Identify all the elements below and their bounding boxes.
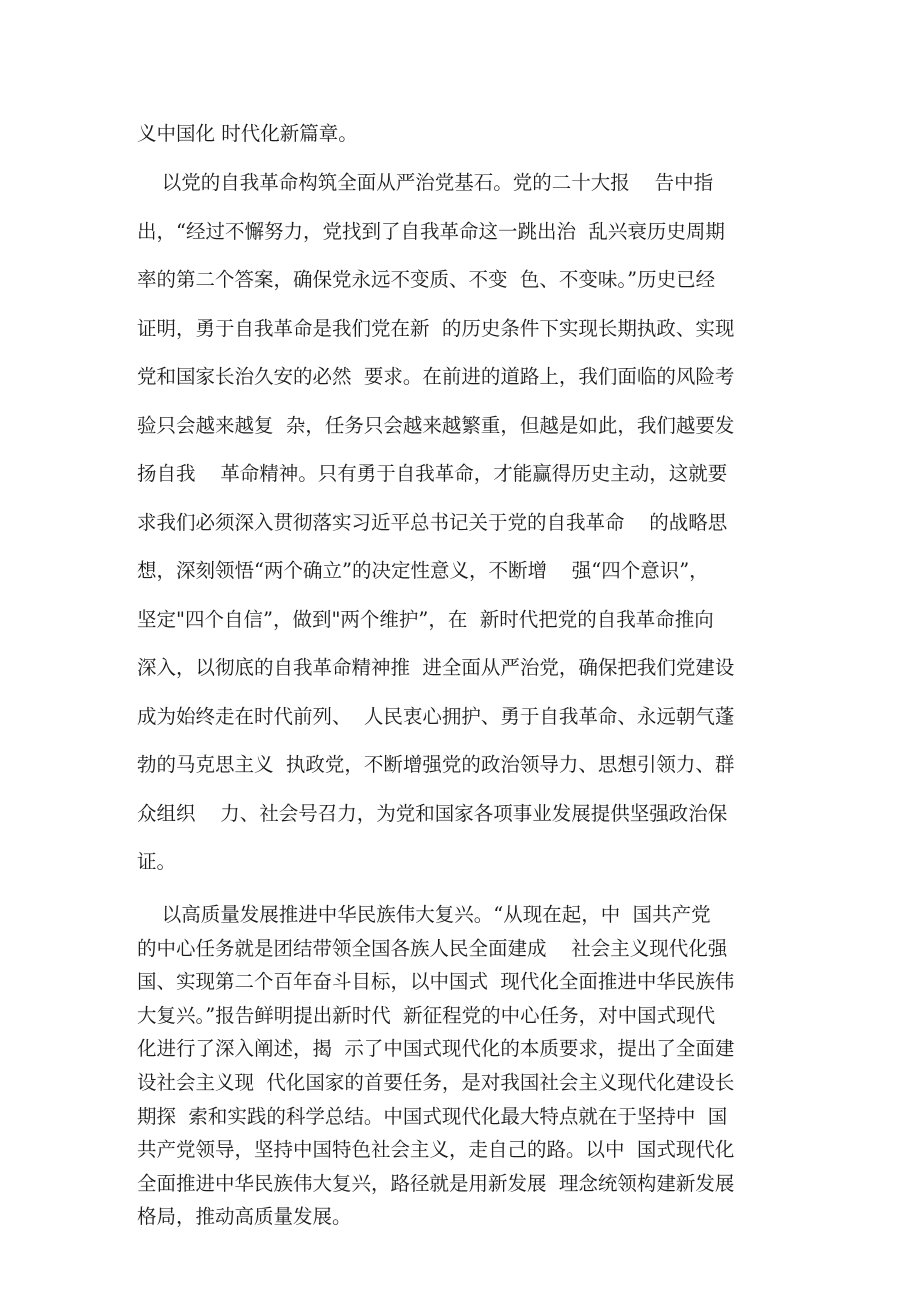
text-line: 化进行了深入阐述，揭 示了中国式现代化的本质要求，提出了全面建 — [137, 1037, 735, 1061]
text-line: 大复兴。”报告鲜明提出新时代 新征程党的中心任务，对中国式现代 — [137, 1003, 716, 1027]
text-line: 率的第二个答案，确保党永远不变质、不变 色、不变味。”历史已经 — [137, 268, 716, 291]
text-line: 的中心任务就是团结带领全国各族人民全面建成 社会主义现代化强 — [137, 936, 728, 960]
text-line: 共产党领导，坚持中国特色社会主义，走自己的路。以中 国式现代化 — [137, 1138, 735, 1162]
text-line: 证。 — [137, 850, 177, 873]
text-line: 扬自我 革命精神。只有勇于自我革命，才能赢得历史主动，这就要 — [137, 462, 728, 485]
text-line: 成为始终走在时代前列、 人民衷心拥护、勇于自我革命、永远朝气蓬 — [137, 704, 735, 728]
text-line: 验只会越来越复 杂，任务只会越来越繁重，但越是如此，我们越要发 — [137, 413, 735, 437]
text-line: 出，“经过不懈努力，党找到了自我革命这一跳出治 乱兴衰历史周期 — [137, 219, 725, 243]
text-line: 全面推进中华民族伟大复兴，路径就是用新发展 理念统领构建新发展 — [137, 1171, 735, 1195]
text-line: 格局，推动高质量发展。 — [137, 1205, 352, 1229]
text-line: 义中国化 时代化新篇章。 — [137, 122, 358, 145]
text-line: 众组织 力、社会号召力，为党和国家各项事业发展提供坚强政治保 — [137, 801, 728, 825]
text-line: 国、实现第二个百年奋斗目标，以中国式 现代化全面推进中华民族伟 — [137, 970, 735, 994]
text-line: 求我们必须深入贯彻落实习近平总书记关于党的自我革命 的战略思 — [137, 510, 728, 534]
text-line: 党和国家长治久安的必然 要求。在前进的道路上，我们面临的风险考 — [137, 365, 735, 388]
text-line: 设社会主义现 代化国家的首要任务，是对我国社会主义现代化建设长 — [137, 1070, 735, 1094]
paragraph-continuation — [137, 110, 797, 159]
text-line: 期探 索和实践的科学总结。中国式现代化最大特点就在于坚持中 国 — [137, 1104, 728, 1128]
text-line: 以党的自我革命构筑全面从严治党基石。党的二十大报 告中指 — [137, 171, 714, 194]
paragraph-self-revolution — [137, 159, 797, 887]
text-line: 以高质量发展推进中华民族伟大复兴。“从现在起，中 国共产党 — [137, 903, 711, 926]
paragraph-high-quality-development — [137, 898, 797, 1234]
text-line: 勃的马克思主义 执政党，不断增强党的政治领导力、思想引领力、群 — [137, 753, 735, 776]
text-line: 证明，勇于自我革命是我们党在新 的历史条件下实现长期执政、实现 — [137, 316, 735, 340]
text-line: 深入，以彻底的自我革命精神推 进全面从严治党，确保把我们党建设 — [137, 656, 735, 679]
text-line: 坚定"四个自信”，做到"两个维护”，在 新时代把党的自我革命推向 — [137, 607, 714, 631]
text-line: 想，深刻领悟“两个确立”的决定性意义，不断增 强“四个意识”， — [137, 559, 709, 582]
